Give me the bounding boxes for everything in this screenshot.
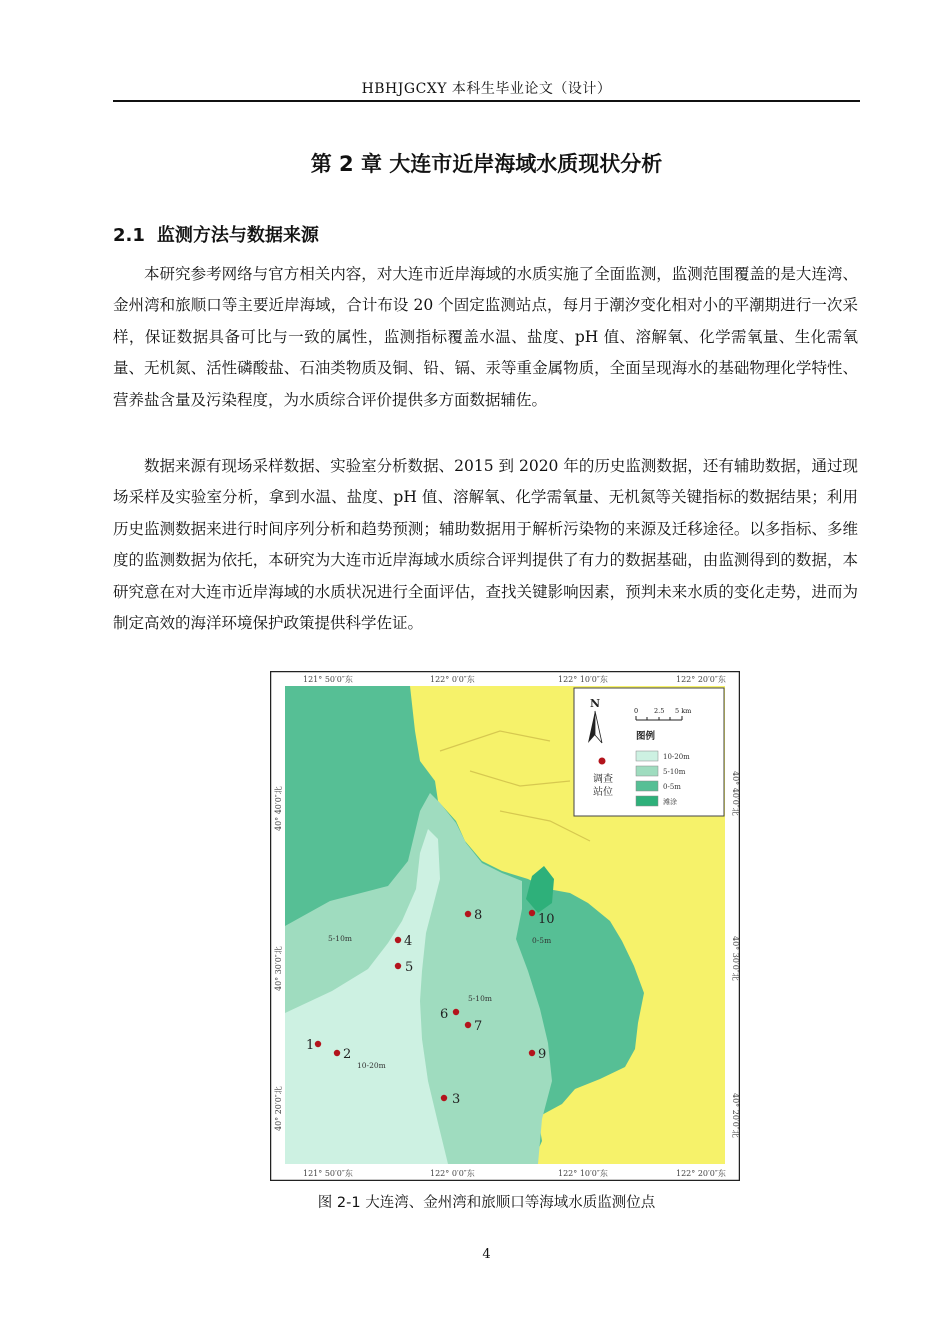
axis-bottom-label: 122° 20′0″东 (676, 1169, 726, 1178)
axis-right-label: 40° 30′0″北 (731, 936, 740, 981)
legend-swatch (636, 781, 658, 791)
map-svg (270, 671, 740, 1181)
page-number: 4 (482, 1247, 491, 1262)
legend-swatch (636, 796, 658, 806)
station-label: 5 (405, 960, 414, 975)
depth-label: 5-10m (328, 934, 352, 943)
axis-left-label: 40° 40′0″北 (274, 786, 283, 831)
legend-item-label: 0-5m (663, 783, 681, 791)
station-label: 4 (404, 934, 413, 949)
station-dot (529, 1050, 535, 1056)
station-dot (334, 1050, 340, 1056)
axis-top-label: 122° 20′0″东 (676, 675, 726, 684)
axis-right-label: 40° 20′0″北 (731, 1093, 740, 1138)
axis-left-label: 40° 30′0″北 (274, 946, 283, 991)
station-dot (395, 937, 401, 943)
axis-bottom-label: 121° 50′0″东 (303, 1169, 353, 1178)
station-label: 6 (440, 1007, 449, 1022)
station-dot (453, 1009, 459, 1015)
station-dot (395, 963, 401, 969)
axis-bottom-label: 122° 10′0″东 (558, 1169, 608, 1178)
station-label: 2 (343, 1047, 352, 1062)
depth-label: 10-20m (357, 1061, 386, 1070)
station-dot (529, 910, 535, 916)
station-dot (465, 1022, 471, 1028)
axis-bottom-label: 122° 0′0″东 (430, 1169, 475, 1178)
running-header: HBHJGCXY 本科生毕业论文（设计） (361, 81, 612, 97)
station-dot (465, 911, 471, 917)
chapter-title: 第 2 章 大连市近岸海域水质现状分析 (310, 152, 663, 176)
north-label: N (590, 697, 601, 710)
depth-label: 0-5m (532, 936, 552, 945)
axis-top-label: 121° 50′0″东 (303, 675, 353, 684)
axis-left-label: 40° 20′0″北 (274, 1086, 283, 1131)
scale-tick: 0 (634, 707, 639, 715)
station-label: 9 (538, 1047, 547, 1062)
legend-item-label: 10-20m (663, 753, 690, 761)
legend-item-label: 滩涂 (663, 798, 677, 806)
section-title: 监测方法与数据来源 (156, 225, 319, 246)
section-heading (113, 221, 319, 247)
legend-title: 图例 (636, 731, 656, 742)
legend (574, 688, 724, 816)
station-label: 7 (474, 1019, 483, 1034)
monitoring-site-map (270, 671, 740, 1181)
station-dot (441, 1095, 447, 1101)
station-label: 8 (474, 908, 483, 923)
legend-swatch (636, 766, 658, 776)
depth-label: 5-10m (468, 994, 492, 1003)
scale-tick: 2.5 (654, 707, 665, 715)
axis-top-label: 122° 10′0″东 (558, 675, 608, 684)
body-paragraph: 本研究参考网络与官方相关内容，对大连市近岸海域的水质实施了全面监测，监测范围覆盖的是大连湾、金州湾和旅顺口等主要近岸海域，合计布设 20 个固定监测站点，每月于潮汐变化相对小的平潮期进行一次采样，保证数据具备可比与一致的属性，监测指标覆盖水温、盐度、pH 值、溶解氧、化学需氧量、生化需氧量、无机氮、活性磷酸盐、石油类物质及铜、铅、镉、汞等重金属物质，全面呈现海水的基础物理化学特性、营养盐含量及污染程度，为水质综合评价提供多方面数据辅佐。 (113, 265, 858, 409)
legend-item-label: 5-10m (663, 768, 686, 776)
legend-station-label-line1: 调查 (593, 774, 613, 785)
header-rule (113, 100, 860, 102)
axis-top-label: 122° 0′0″东 (430, 675, 475, 684)
station-dot (315, 1041, 321, 1047)
station-label: 1 (306, 1038, 315, 1053)
legend-swatch (636, 751, 658, 761)
axis-right-label: 40° 40′0″北 (731, 771, 740, 816)
scale-tick: 5 km (675, 707, 692, 715)
figure-caption: 图 2-1 大连湾、金州湾和旅顺口等海域水质监测位点 (317, 1195, 656, 1211)
station-label: 3 (452, 1092, 461, 1107)
legend-station-marker-icon (599, 758, 606, 765)
legend-station-label-line2: 站位 (593, 787, 613, 798)
station-label: 10 (538, 912, 555, 927)
section-number: 2.1 (113, 225, 145, 246)
body-paragraph: 数据来源有现场采样数据、实验室分析数据、2015 到 2020 年的历史监测数据，还有辅助数据，通过现场采样及实验室分析，拿到水温、盐度、pH 值、溶解氧、化学需氧量、无机氮等关键指标的数据结果；利用历史监测数据来进行时间序列分析和趋势预测；辅助数据用于解析污染物的来源及迁移途径。以多指标、多维度的监测数据为依托，本研究为大连市近岸海域水质综合评判提供了有力的数据基础，由监测得到的数据，本研究意在对大连市近岸海域的水质状况进行全面评估，查找关键影响因素，预判未来水质的变化走势，进而为制定高效的海洋环境保护政策提供科学佐证。 (113, 457, 858, 633)
